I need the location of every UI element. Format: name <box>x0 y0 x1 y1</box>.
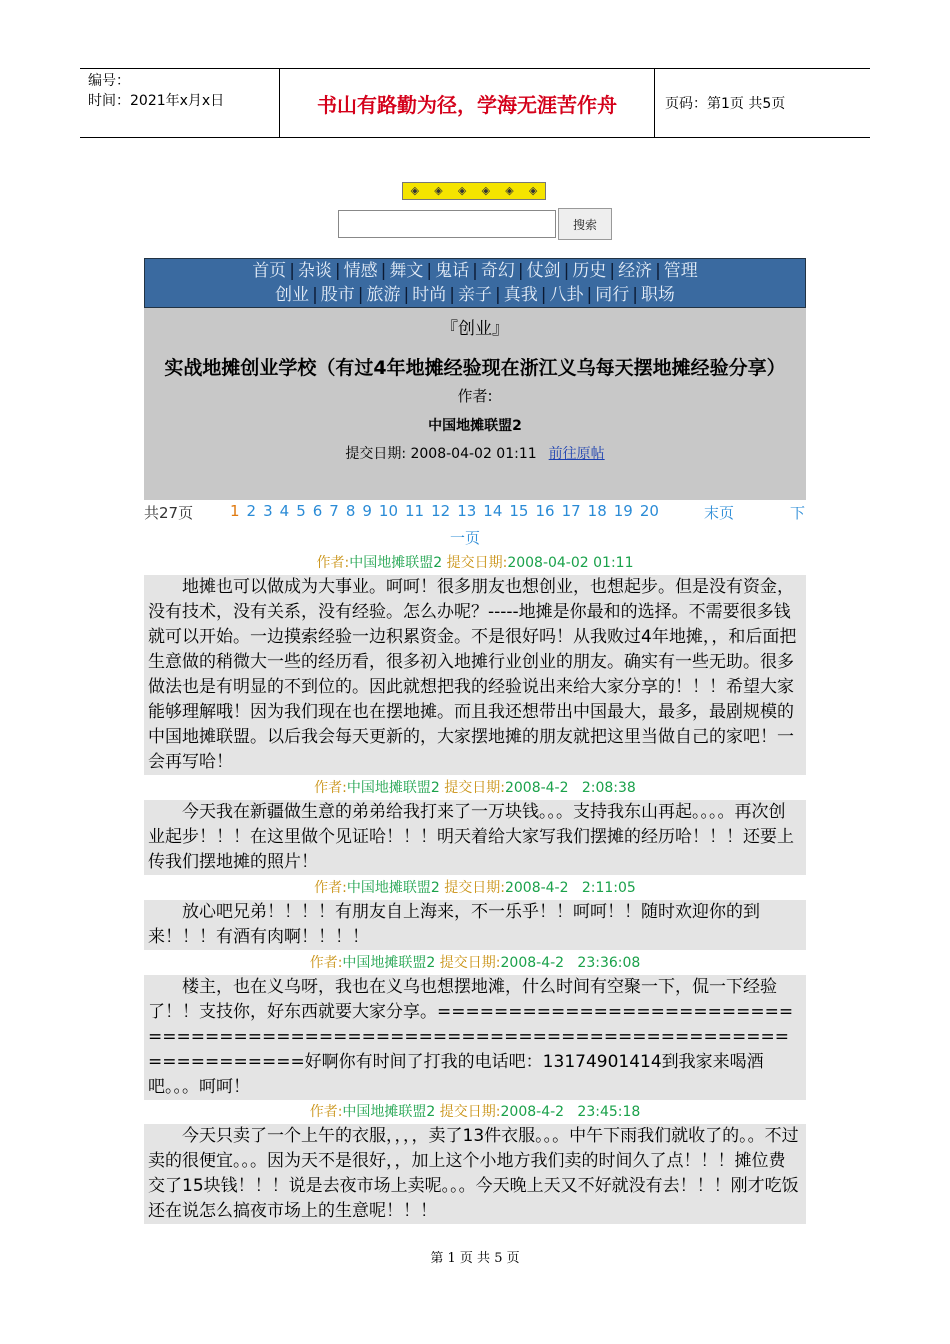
nav-item[interactable]: 情感 <box>343 261 378 281</box>
post-meta: 作者:中国地摊联盟2 提交日期:2008-04-02 01:11 <box>316 555 634 571</box>
submit-date: 提交日期: 2008-04-02 01:11 <box>345 446 537 462</box>
logo-icon: ◈ <box>410 184 420 197</box>
nav-item[interactable]: 管理 <box>663 261 698 281</box>
post-date: 2008-4-2 2:11:05 <box>504 880 636 896</box>
logo-icon: ◈ <box>528 184 538 197</box>
nav-item[interactable]: 八卦 <box>549 285 584 305</box>
document-header <box>80 68 870 138</box>
nav-item[interactable]: 创业 <box>275 285 310 305</box>
author-name[interactable]: 中国地摊联盟2 <box>428 418 522 434</box>
logo-icon: ◈ <box>434 184 443 197</box>
post-meta: 作者:中国地摊联盟2 提交日期:2008-4-2 23:36:08 <box>309 955 641 971</box>
nav-separator: | <box>632 285 638 305</box>
page-link[interactable]: 12 <box>431 502 451 520</box>
nav-separator: | <box>289 261 295 281</box>
post-date: 2008-4-2 23:45:18 <box>500 1104 641 1120</box>
nav-item[interactable]: 仗剑 <box>526 261 561 281</box>
logo-icon: ◈ <box>505 184 514 197</box>
post-author[interactable]: 中国地摊联盟2 <box>346 880 440 896</box>
post-date: 2008-04-02 01:11 <box>507 555 634 571</box>
page-link[interactable]: 5 <box>296 502 306 520</box>
nav-separator: | <box>586 285 593 305</box>
submit-line <box>144 443 806 463</box>
nav-item[interactable]: 时尚 <box>412 285 447 305</box>
page-footer: 第 1 页 共 5 页 <box>430 1251 520 1266</box>
post-author[interactable]: 中国地摊联盟2 <box>349 555 443 571</box>
nav-row <box>145 283 805 307</box>
next-page-link[interactable]: 下 <box>790 504 806 522</box>
thread-title: 实战地摊创业学校（有过4年地摊经验现在浙江义乌每天摆地摊经验分享） <box>164 357 786 379</box>
site-logo[interactable] <box>402 182 546 200</box>
page-link[interactable]: 18 <box>587 502 607 520</box>
page-link[interactable]: 8 <box>345 502 356 520</box>
post-body: 今天我在新疆做生意的弟弟给我打来了一万块钱。。。支持我东山再起。。。。再次创业起步！！！在这里做个见证哈！！！明天着给大家写我们摆摊的经历哈！！！还要上传我们摆地摊的照片！ <box>144 800 806 875</box>
nav-item[interactable]: 股市 <box>320 285 355 305</box>
logo-icon: ◈ <box>457 184 467 197</box>
nav-item[interactable]: 鬼话 <box>435 261 470 281</box>
post-meta: 作者:中国地摊联盟2 提交日期:2008-4-2 2:11:05 <box>314 880 636 896</box>
nav-separator: | <box>449 285 455 305</box>
page-link[interactable]: 10 <box>378 502 399 520</box>
thread-header <box>144 308 806 500</box>
nav-separator: | <box>540 285 547 305</box>
nav-separator: | <box>403 285 410 305</box>
nav-item[interactable]: 杂谈 <box>297 261 332 281</box>
last-page-link[interactable]: 末页 <box>704 504 735 522</box>
header-meta <box>80 69 280 137</box>
search-button[interactable]: 搜索 <box>558 208 612 240</box>
post-body: 放心吧兄弟！！！！有朋友自上海来，不一乐乎！！呵呵！！随时欢迎你的到来！！！有酒有肉啊！！！！ <box>144 900 806 950</box>
date-label: 时间：2021年x月x日 <box>88 93 225 109</box>
post-body: 楼主，也在义乌呀，我也在义乌也想摆地滩，什么时间有空聚一下，侃一下经验了！！支技你，好东西就要大家分享。=================================================================================好啊你有时间了打我的电话吧：13174901414到我家来喝酒吧。。。呵呵！ <box>144 975 806 1100</box>
page-link[interactable]: 14 <box>483 502 503 520</box>
nav-item[interactable]: 舞文 <box>389 261 424 281</box>
nav-separator: | <box>380 261 387 281</box>
next-page-link-tail[interactable]: 一页 <box>450 529 481 547</box>
page-link[interactable]: 15 <box>509 502 529 520</box>
page-info: 页码：第1页 共5页 <box>665 96 786 112</box>
page-link[interactable]: 9 <box>362 502 372 520</box>
page-link[interactable]: 11 <box>405 502 425 520</box>
author-label: 作者: <box>457 387 493 405</box>
nav-separator: | <box>312 285 318 305</box>
nav-separator: | <box>517 261 524 281</box>
nav-separator: | <box>357 285 364 305</box>
nav-separator: | <box>334 261 341 281</box>
nav-item[interactable]: 亲子 <box>458 285 492 305</box>
page-link[interactable]: 16 <box>535 502 555 520</box>
nav-item[interactable]: 旅游 <box>366 285 401 305</box>
nav-separator: | <box>426 261 433 281</box>
thread-category: 『创业』 <box>441 319 509 339</box>
post-author[interactable]: 中国地摊联盟2 <box>342 1104 436 1120</box>
pagination <box>144 502 806 548</box>
page-link[interactable]: 2 <box>246 502 257 520</box>
nav-item[interactable]: 同行 <box>595 285 630 305</box>
search-input[interactable] <box>338 210 556 238</box>
page-link[interactable]: 4 <box>279 502 290 520</box>
motto: 书山有路勤为径，学海无涯苦作舟 <box>280 69 655 137</box>
post-author[interactable]: 中国地摊联盟2 <box>346 780 440 796</box>
post-date: 2008-4-2 23:36:08 <box>500 955 641 971</box>
nav-separator: | <box>609 261 616 281</box>
post-meta: 作者:中国地摊联盟2 提交日期:2008-4-2 23:45:18 <box>309 1104 641 1120</box>
post-date: 2008-4-2 2:08:38 <box>504 780 636 796</box>
nav-item[interactable]: 职场 <box>640 285 675 305</box>
nav-item[interactable]: 历史 <box>572 261 607 281</box>
logo-icon: ◈ <box>481 184 491 197</box>
nav-item[interactable]: 真我 <box>503 285 538 305</box>
page-link[interactable]: 13 <box>457 502 477 520</box>
page-total: 共27页 <box>144 504 194 522</box>
nav-separator: | <box>563 261 570 281</box>
page-link[interactable]: 17 <box>561 502 581 520</box>
original-post-link[interactable]: 前往原帖 <box>548 446 605 462</box>
number-label: 编号： <box>88 73 130 89</box>
post-body: 地摊也可以做成为大事业。呵呵！很多朋友也想创业，也想起步。但是没有资金，没有技术，没有关系，没有经验。怎么办呢？-----地摊是你最和的选择。不需要很多钱就可以开始。一边摸索经验一边积累资金。不是很好吗！从我败过4年地摊，，和后面把生意做的稍微大一些的经历看，很多初入地摊行业创业的朋友。确实有一些无助。很多做法也是有明显的不到位的。因此就想把我的经验说出来给大家分享的！！！希望大家能够理解哦！因为我们现在也在摆地摊。而且我还想带出中国最大，最多，最剧规模的中国地摊联盟。以后我会每天更新的，大家摆地摊的朋友就把这里当做自己的家吧！一会再写哈！ <box>144 575 806 775</box>
nav-item[interactable]: 奇幻 <box>480 261 515 281</box>
nav-separator: | <box>495 285 501 305</box>
page-link[interactable]: 3 <box>263 502 273 520</box>
page-link[interactable]: 7 <box>329 502 339 520</box>
post-meta: 作者:中国地摊联盟2 提交日期:2008-4-2 2:08:38 <box>314 780 636 796</box>
post-body: 今天只卖了一个上午的衣服，，，，卖了13件衣服。。。中午下雨我们就收了的。。不过卖的很便宜。。。因为天不是很好，，加上这个小地方我们卖的时间久了点！！！摊位费交了15块钱！！！说是去夜市场上卖呢。。。今天晚上天又不好就没有去！！！刚才吃饭还在说怎么搞夜市场上的生意呢！！！ <box>144 1124 806 1224</box>
page-links <box>230 502 666 520</box>
nav-separator: | <box>655 261 661 281</box>
post-author[interactable]: 中国地摊联盟2 <box>342 955 436 971</box>
nav-item[interactable]: 首页 <box>252 261 287 281</box>
nav-row <box>145 259 805 283</box>
page-link[interactable]: 6 <box>312 502 323 520</box>
page-link[interactable]: 1 <box>230 502 240 520</box>
category-nav <box>144 258 806 308</box>
page-link[interactable]: 20 <box>639 502 659 520</box>
nav-separator: | <box>472 261 478 281</box>
nav-item[interactable]: 经济 <box>618 261 653 281</box>
page-link[interactable]: 19 <box>613 502 633 520</box>
